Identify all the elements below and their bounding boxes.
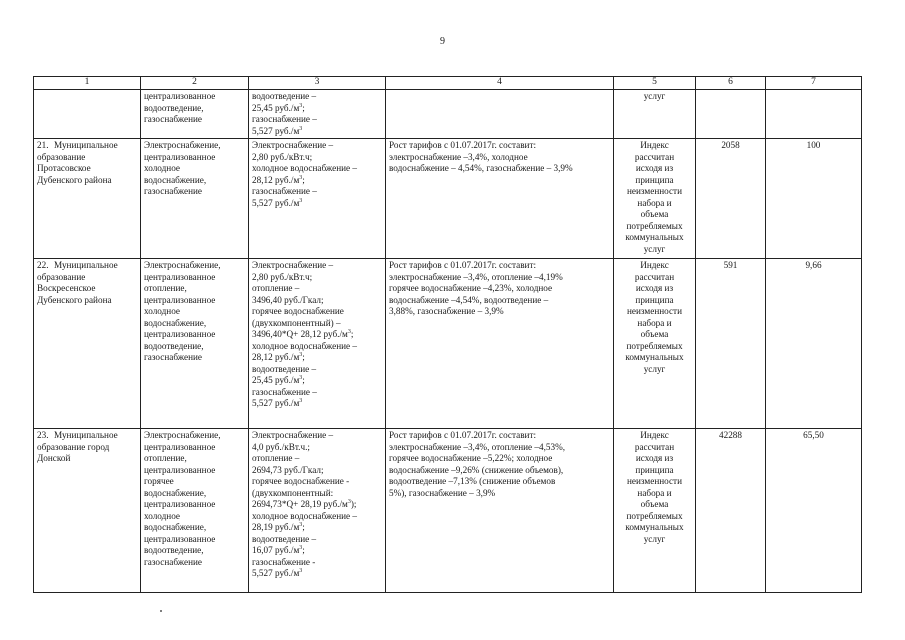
header-col-3: 3 [249,77,386,90]
municipality-cell: 22. Муниципальное образование Воскресенское Дубенского района [34,259,141,429]
index-note-cell: Индекс рассчитан исходя из принципа неизменности набора и объема потребляемых коммунальных услуг [614,259,696,429]
header-col-6: 6 [696,77,766,90]
continuation-row [34,90,862,139]
col7-value: 100 [766,139,862,259]
table-row [34,429,862,593]
col7-value: 9,66 [766,259,862,429]
header-col-2: 2 [141,77,249,90]
header-col-1: 1 [34,77,141,90]
cont-col1 [34,90,141,139]
municipality-cell: 21. Муниципальное образование Протасовское Дубенского района [34,139,141,259]
col6-value: 42288 [696,429,766,593]
cont-services: централизованное водоотведение, газоснабжение [141,90,249,139]
header-col-5: 5 [614,77,696,90]
tariff-table [33,76,862,593]
index-note-cell: Индекс рассчитан исходя из принципа неизменности набора и объема потребляемых коммунальных услуг [614,139,696,259]
col6-value: 591 [696,259,766,429]
municipality-cell: 23. Муниципальное образование город Донской [34,429,141,593]
cont-tariffs: водоотведение – 25,45 $руб./м^3$; газоснабжение – 5,527 $руб./м^3$ [249,90,386,139]
cont-col7 [766,90,862,139]
growth-cell: Рост тарифов с 01.07.2017г. составит: электроснабжение –3,4%, отопление –4,19% горячее водоснабжение –4,23%, холодное водоснабжение –4,54%, водоотведение – 3,88%, газоснабжение – 3,9% [386,259,614,429]
col6-value: 2058 [696,139,766,259]
tariffs-cell: Электроснабжение – 2,80 руб./кВт.ч; холодное водоснабжение – 28,12 $руб./м^3$; газоснабжение – 5,527 $руб./м^3$ [249,139,386,259]
growth-cell: Рост тарифов с 01.07.2017г. составит: электроснабжение –3,4%, холодное водоснабжение – 4,54%, газоснабжение – 3,9% [386,139,614,259]
cont-index-note: услуг [614,90,696,139]
table-row [34,139,862,259]
cont-col6 [696,90,766,139]
services-cell: Электроснабжение, централизованное холодное водоснабжение, газоснабжение [141,139,249,259]
page-number: 9 [440,36,445,47]
cont-growth [386,90,614,139]
header-col-7: 7 [766,77,862,90]
index-note-cell: Индекс рассчитан исходя из принципа неизменности набора и объема потребляемых коммунальных услуг [614,429,696,593]
services-cell: Электроснабжение, централизованное отопление, централизованное холодное водоснабжение, централизованное водоотведение, газоснабжение [141,259,249,429]
growth-cell: Рост тарифов с 01.07.2017г. составит: электроснабжение –3,4%, отопление –4,53%, горячее водоснабжение –5,22%; холодное водоснабжение –9,26% (снижение объемов), водоотведение –7,13% (снижение объемов 5%), газоснабжение – 3,9% [386,429,614,593]
header-row [34,77,862,90]
col7-value: 65,50 [766,429,862,593]
services-cell: Электроснабжение, централизованное отопление, централизованное горячее водоснабжение, централизованное холодное водоснабжение, централизованное водоотведение, газоснабжение [141,429,249,593]
header-col-4: 4 [386,77,614,90]
tariffs-cell: Электроснабжение – 4,0 руб./кВт.ч.; отопление – 2694,73 руб./Гкал; горячее водоснабжение - (двухкомпонентный: 2694,73*Q+ 28,19 $руб./м^3$); холодное водоснабжение – 28,19 $руб./м^3$; водоотведение – 16,07 $руб./м^3$; газоснабжение - 5,527 $руб./м^3$ [249,429,386,593]
table-row [34,259,862,429]
tariffs-cell: Электроснабжение – 2,80 руб./кВт.ч; отопление – 3496,40 руб./Гкал; горячее водоснабжение (двухкомпонентный) – 3496,40*Q+ 28,12 $руб./м^3$; холодное водоснабжение – 28,12 $руб./м^3$; водоотведение – 25,45 $руб./м^3$; газоснабжение – 5,527 $руб./м^3$ [249,259,386,429]
scan-speck [160,610,162,612]
